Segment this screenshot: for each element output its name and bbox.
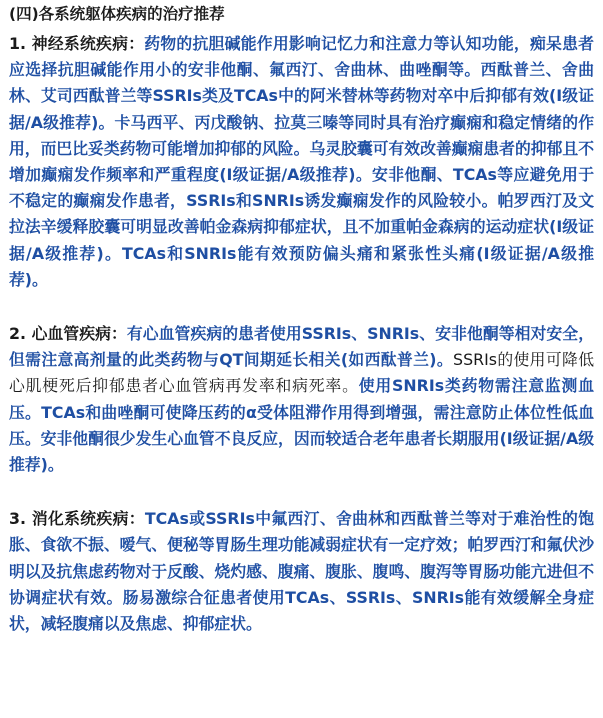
paragraph-body-neurological: 药物的抗胆碱能作用影响记忆力和注意力等认知功能，痴呆患者应选择抗胆碱能作用小的安非他酮、氟西汀、舍曲林、曲唑酮等。西酞普兰、舍曲林、艾司西酞普兰等SSRIs类及TCAs中的阿米替林等药物对卒中后抑郁有效(I级证据/A级推荐)。卡马西平、丙戊酸钠、拉莫三嗪等同时具有治疗癫痫和稳定情绪的作用，而巴比妥类药物可能增加抑郁的风险。乌灵胶囊可有效改善癫痫患者的抑郁且不增加癫痫发作频率和严重程度(I级证据/A级推荐)。安非他酮、TCAs等应避免用于不稳定的癫痫发作患者，SSRIs和SNRIs诱发癫痫发作的风险较小。帕罗西汀及文拉法辛缓释胶囊可明显改善帕金森病抑郁症状，且不加重帕金森病的运动症状(I级证据/A级推荐)。TCAs和SNRIs能有效预防偏头痛和紧张性头痛(I级证据/A级推荐)。 — [9, 34, 594, 289]
paragraph-neurological — [9, 31, 594, 293]
paragraph-body-cardiovascular-c: 使用SNRIs类药物需注意监测血压。TCAs和曲唑酮可使降压药的α受体阻滞作用得到增强，需注意防止体位性低血压。安非他酮很少发生心血管不良反应，因而较适合老年患者长期服用(I级证据/A级推荐)。 — [9, 376, 594, 475]
paragraph-body-cardiovascular-b: SSRIs的使用可降低心肌梗死后抑郁患者心血管病再发率和病死率。 — [9, 350, 594, 396]
paragraph-body-digestive: TCAs或SSRIs中氟西汀、舍曲林和西酞普兰等对于难治性的饱胀、食欲不振、嗳气、便秘等胃肠生理功能减弱症状有一定疗效；帕罗西汀和氟伏沙明以及抗焦虑药物对于反酸、烧灼感、腹痛、腹胀、腹鸣、腹泻等胃肠功能亢进但不协调症状有效。肠易激综合征患者使用TCAs、SSRIs、SNRIs能有效缓解全身症状，减轻腹痛以及焦虑、抑郁症状。 — [9, 509, 594, 634]
section-heading: (四)各系统躯体疾病的治疗推荐 — [9, 5, 225, 23]
paragraph-body-cardiovascular-a: 有心血管疾病的患者使用SSRIs、SNRIs、安非他酮等相对安全，但需注意高剂量的此类药物与QT间期延长相关(如西酞普兰)。 — [9, 324, 594, 370]
paragraph-digestive — [9, 506, 594, 637]
paragraph-cardiovascular — [9, 321, 594, 478]
paragraph-lead-digestive: 3. 消化系统疾病： — [9, 509, 145, 529]
paragraph-lead-cardiovascular: 2. 心血管疾病： — [9, 324, 127, 344]
paragraph-lead-neurological: 1. 神经系统疾病： — [9, 34, 145, 53]
